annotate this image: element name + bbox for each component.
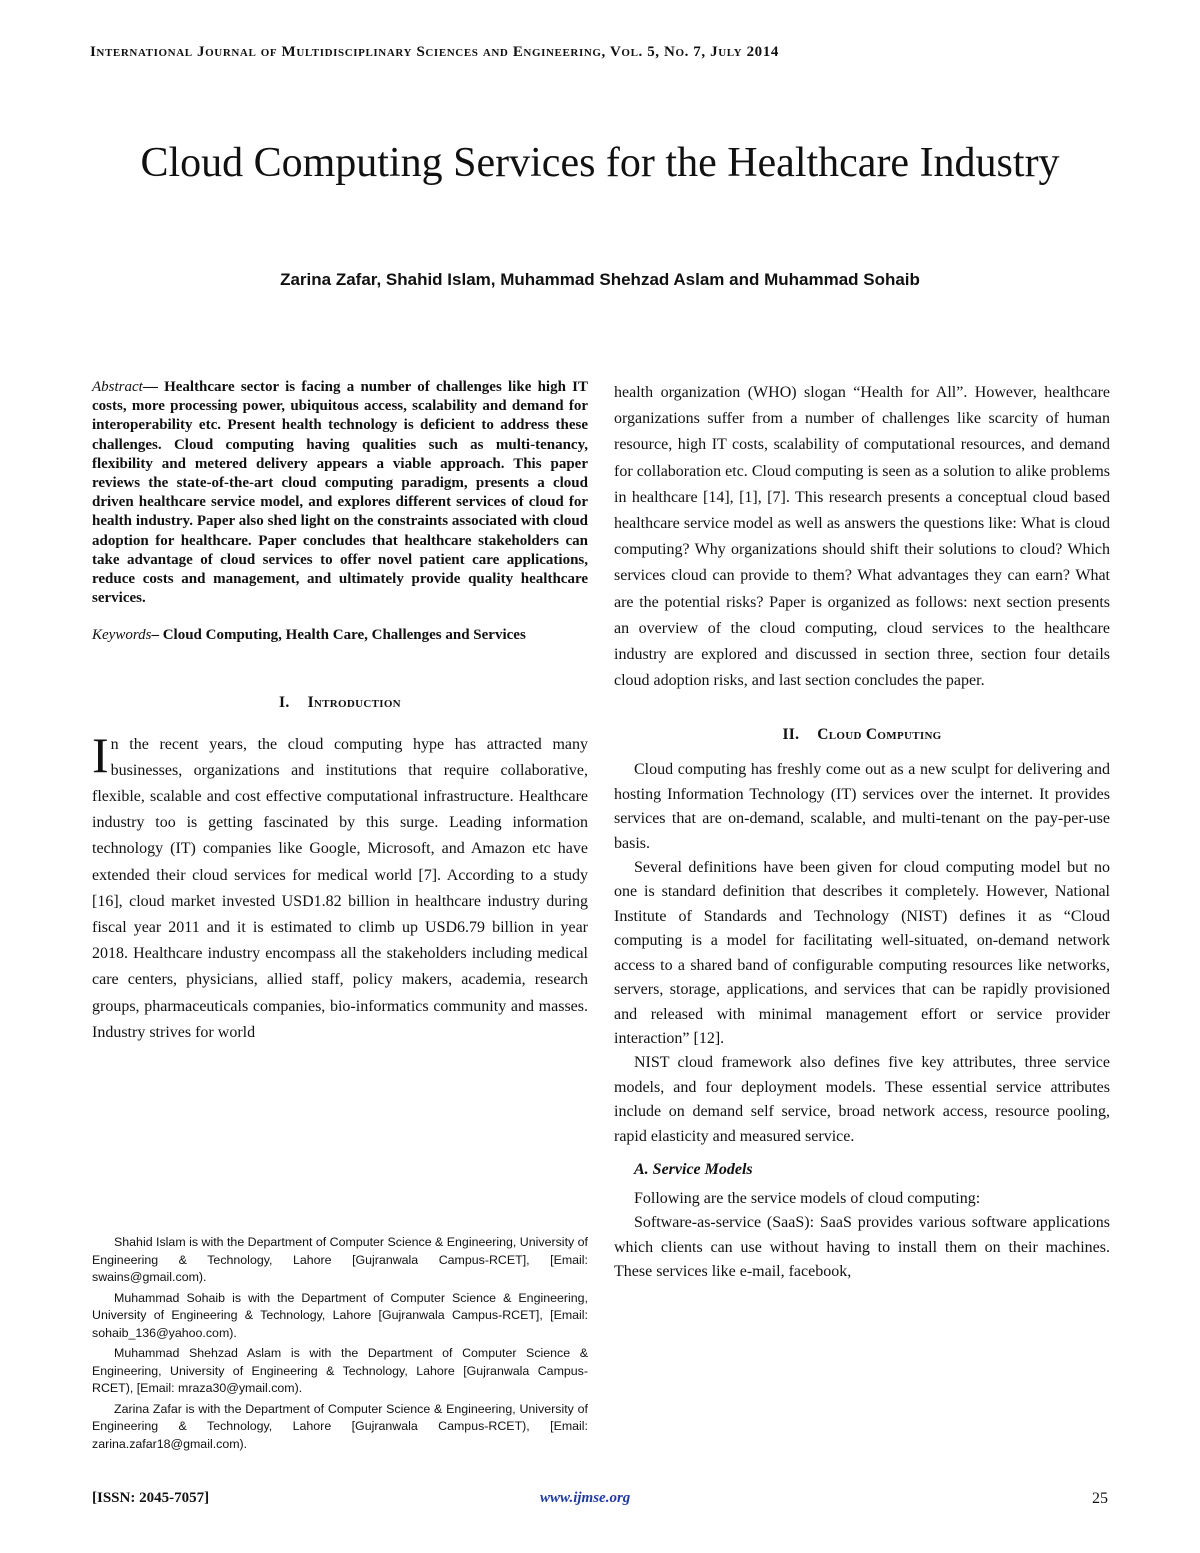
journal-header: International Journal of Multidisciplinary Sciences and Engineering, Vol. 5, No. 7, July 2014 — [90, 44, 779, 60]
subsection-heading-service-models: A. Service Models — [634, 1160, 753, 1178]
section-title: Introduction — [307, 693, 401, 711]
section-heading-introduction — [92, 694, 588, 712]
author-list: Zarina Zafar, Shahid Islam, Muhammad Shehzad Aslam and Muhammad Sohaib — [280, 270, 920, 289]
right-column — [614, 380, 1110, 1285]
introduction-paragraph — [92, 726, 588, 1046]
cloud-paragraph: NIST cloud framework also defines five key attributes, three service models, and four deployment models. These essential service attributes include on demand self service, broad network access, resource pooling, rapid elasticity and measured service. — [614, 1054, 1110, 1145]
footnote: Muhammad Shehzad Aslam is with the Department of Computer Science & Engineering, University of Engineering & Technology, Lahore [Gujranwala Campus-RCET), [Email: mraza30@ymail.com). — [92, 1346, 588, 1395]
author-footnotes — [92, 1234, 588, 1456]
abstract-text: — Healthcare sector is facing a number of challenges like high IT costs, more processing power, ubiquitous access, scalability and demand for interoperability etc. Present health technology is deficient to address these challenges. Cloud computing having qualities such as multi-tenancy, flexibility and metered delivery appears a viable approach. This paper reviews the state-of-the-art cloud computing paradigm, presents a cloud driven healthcare service model, and explores different services of cloud for health industry. Paper also shed light on the constraints associated with cloud adoption for healthcare. Paper concludes that healthcare stakeholders can take advantage of cloud services to offer novel patient care applications, reduce costs and management, and ultimately provide quality healthcare services. — [92, 379, 588, 607]
service-models-paragraph: Following are the service models of cloud computing: — [634, 1189, 981, 1207]
abstract-label: Abstract — [92, 379, 143, 395]
left-column — [92, 378, 588, 1046]
cloud-paragraph: Cloud computing has freshly come out as a new sculpt for delivering and hosting Information Technology (IT) services over the internet. It provides services that are on-demand, scalable, and multi-tenant on the pay-per-use basis. — [614, 761, 1110, 852]
footnote: Zarina Zafar is with the Department of Computer Science & Engineering, University of Engineering & Technology, Lahore [Gujranwala Campus-RCET), [Email: zarina.zafar18@gmail.com). — [92, 1401, 588, 1451]
footer-website-link[interactable]: www.ijmse.org — [540, 1490, 631, 1506]
introduction-continued: health organization (WHO) slogan “Health for All”. However, healthcare organizations suffer from a number of challenges like scarcity of human resource, high IT costs, scalability of computational resources, and demand for collaboration etc. Cloud computing is seen as a solution to alike problems in healthcare [14], [1], [7]. This research presents a conceptual cloud based healthcare service model as well as answers the questions like: What is cloud computing? Why organizations should shift their solutions to cloud? Which services cloud can provide to them? What advantages they can earn? What are the potential risks? Paper is organized as follows: next section presents an overview of the cloud computing, cloud services to the healthcare industry are explored and discussed in section three, section four details cloud adoption risks, and last section concludes the paper. — [614, 384, 1110, 690]
page-number: 25 — [1092, 1490, 1108, 1507]
service-models-paragraph: Software-as-service (SaaS): SaaS provides various software applications which clients can use without having to install them on their machines. These services like e-mail, facebook, — [614, 1214, 1110, 1281]
abstract — [92, 378, 588, 608]
footer-issn: [ISSN: 2045-7057] — [92, 1490, 210, 1506]
section-number: I. — [279, 693, 290, 711]
keywords-label: Keywords — [92, 627, 152, 644]
keywords-text: – Cloud Computing, Health Care, Challenges and Services — [151, 627, 526, 644]
introduction-text: n the recent years, the cloud computing hype has attracted many businesses, organizations and institutions that require collaborative, flexible, scalable and cost effective computational infrastructure. Healthcare industry too is getting fascinated by this surge. Leading information technology (IT) companies like Google, Microsoft, and Amazon etc have extended their cloud services for medical world [7]. According to a study [16], cloud market invested USD1.82 billion in healthcare industry during fiscal year 2011 and it is estimated to climb up USD6.79 billion in year 2018. Healthcare industry encompass all the stakeholders including medical care centers, physicians, allied staff, policy makers, academia, research groups, pharmaceuticals companies, bio-informatics community and masses. Industry strives for world — [92, 735, 588, 1041]
paper-title: Cloud Computing Services for the Healthcare Industry — [140, 140, 1060, 187]
keywords — [92, 626, 588, 645]
section-title: Cloud Computing — [817, 726, 942, 744]
footnote: Muhammad Sohaib is with the Department of Computer Science & Engineering, University of Engineering & Technology, Lahore [Gujranwala Campus-RCET], [Email: sohaib_136@yahoo.com). — [92, 1290, 588, 1340]
section-number: II. — [782, 726, 800, 744]
drop-cap: I — [92, 726, 109, 783]
footnote: Shahid Islam is with the Department of Computer Science & Engineering, University of Engineering & Technology, Lahore [Gujranwala Campus-RCET], [Email: swains@gmail.com). — [92, 1235, 588, 1284]
cloud-paragraph: Several definitions have been given for cloud computing model but no one is standard definition that describes it completely. However, National Institute of Standards and Technology (NIST) defines it as “Cloud computing is a model for facilitating well-situated, on-demand network access to a shared band of configurable computing resources like networks, servers, storage, applications, and services that can be rapidly provisioned and released with minimal management effort or service provider interaction” [12]. — [614, 859, 1110, 1047]
section-heading-cloud-computing — [614, 726, 1110, 744]
